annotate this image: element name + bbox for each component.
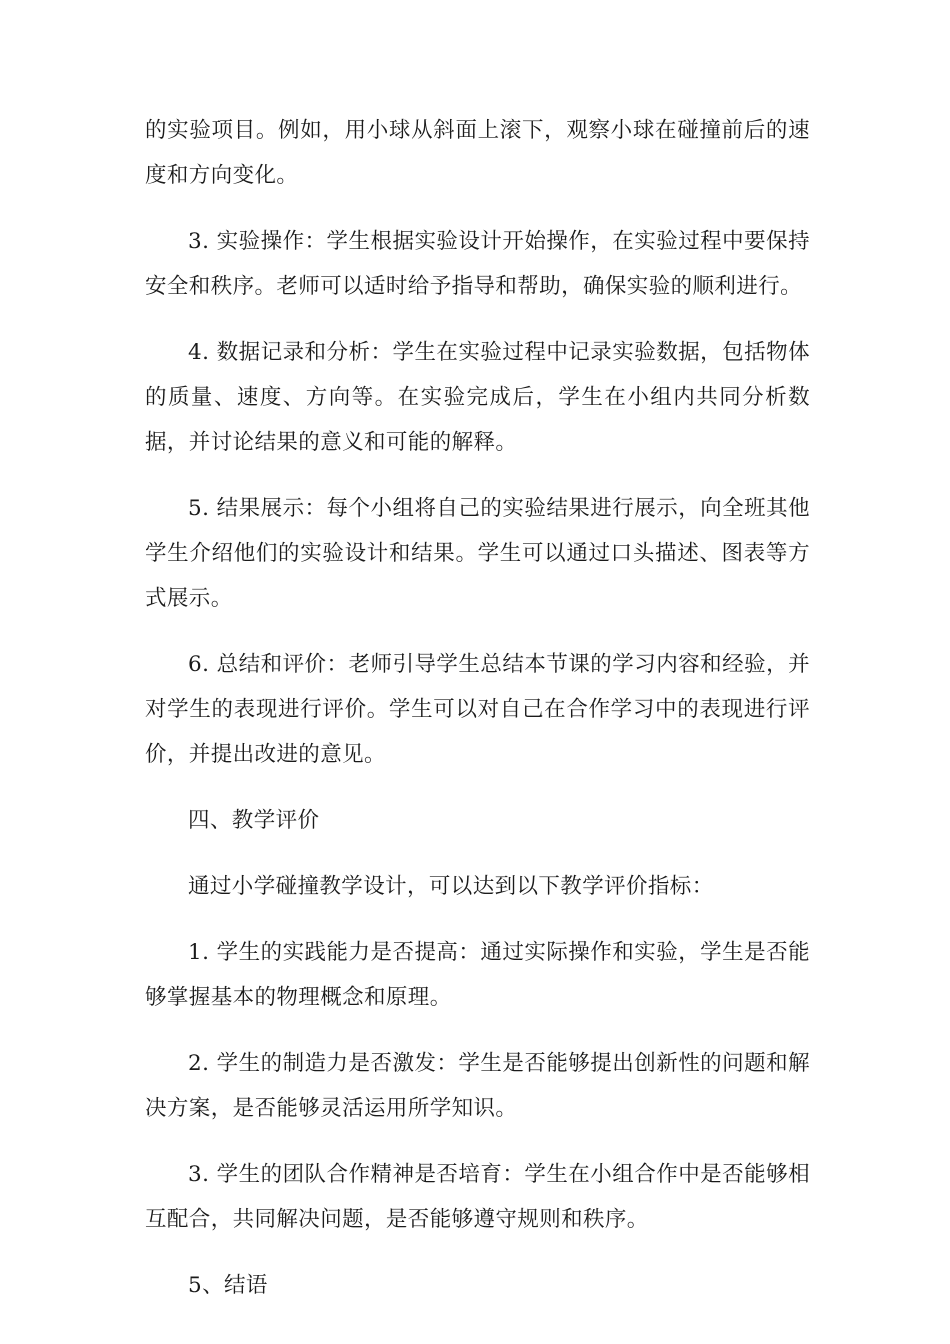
paragraph-evaluation-intro: 通过小学碰撞教学设计，可以达到以下教学评价指标： [188,874,714,899]
paragraph-step-4: 4. 数据记录和分析：学生在实验过程中记录实验数据，包括物体的质量、速度、方向等。在实验完成后，学生在小组内共同分析数据，并讨论结果的意义和可能的解释。 [145,340,810,455]
section-heading-conclusion: 5、结语 [188,1273,268,1298]
paragraph-step-3: 3. 实验操作：学生根据实验设计开始操作，在实验过程中要保持安全和秩序。老师可以适时给予指导和帮助，确保实验的顺利进行。 [145,229,810,299]
paragraph-criterion-3: 3. 学生的团队合作精神是否培育：学生在小组合作中是否能够相互配合，共同解决问题，是否能够遵守规则和秩序。 [145,1162,810,1232]
section-heading-evaluation: 四、教学评价 [188,808,320,833]
document-body [145,108,810,1329]
paragraph-criterion-1: 1. 学生的实践能力是否提高：通过实际操作和实验，学生是否能够掌握基本的物理概念和原理。 [145,940,810,1010]
paragraph-step-6: 6. 总结和评价：老师引导学生总结本节课的学习内容和经验，并对学生的表现进行评价。学生可以对自己在合作学习中的表现进行评价，并提出改进的意见。 [145,652,810,767]
paragraph-experiment-item: 的实验项目。例如，用小球从斜面上滚下，观察小球在碰撞前后的速度和方向变化。 [145,118,810,188]
paragraph-criterion-2: 2. 学生的制造力是否激发：学生是否能够提出创新性的问题和解决方案，是否能够灵活运用所学知识。 [145,1051,810,1121]
paragraph-step-5: 5. 结果展示：每个小组将自己的实验结果进行展示，向全班其他学生介绍他们的实验设计和结果。学生可以通过口头描述、图表等方式展示。 [145,496,810,611]
